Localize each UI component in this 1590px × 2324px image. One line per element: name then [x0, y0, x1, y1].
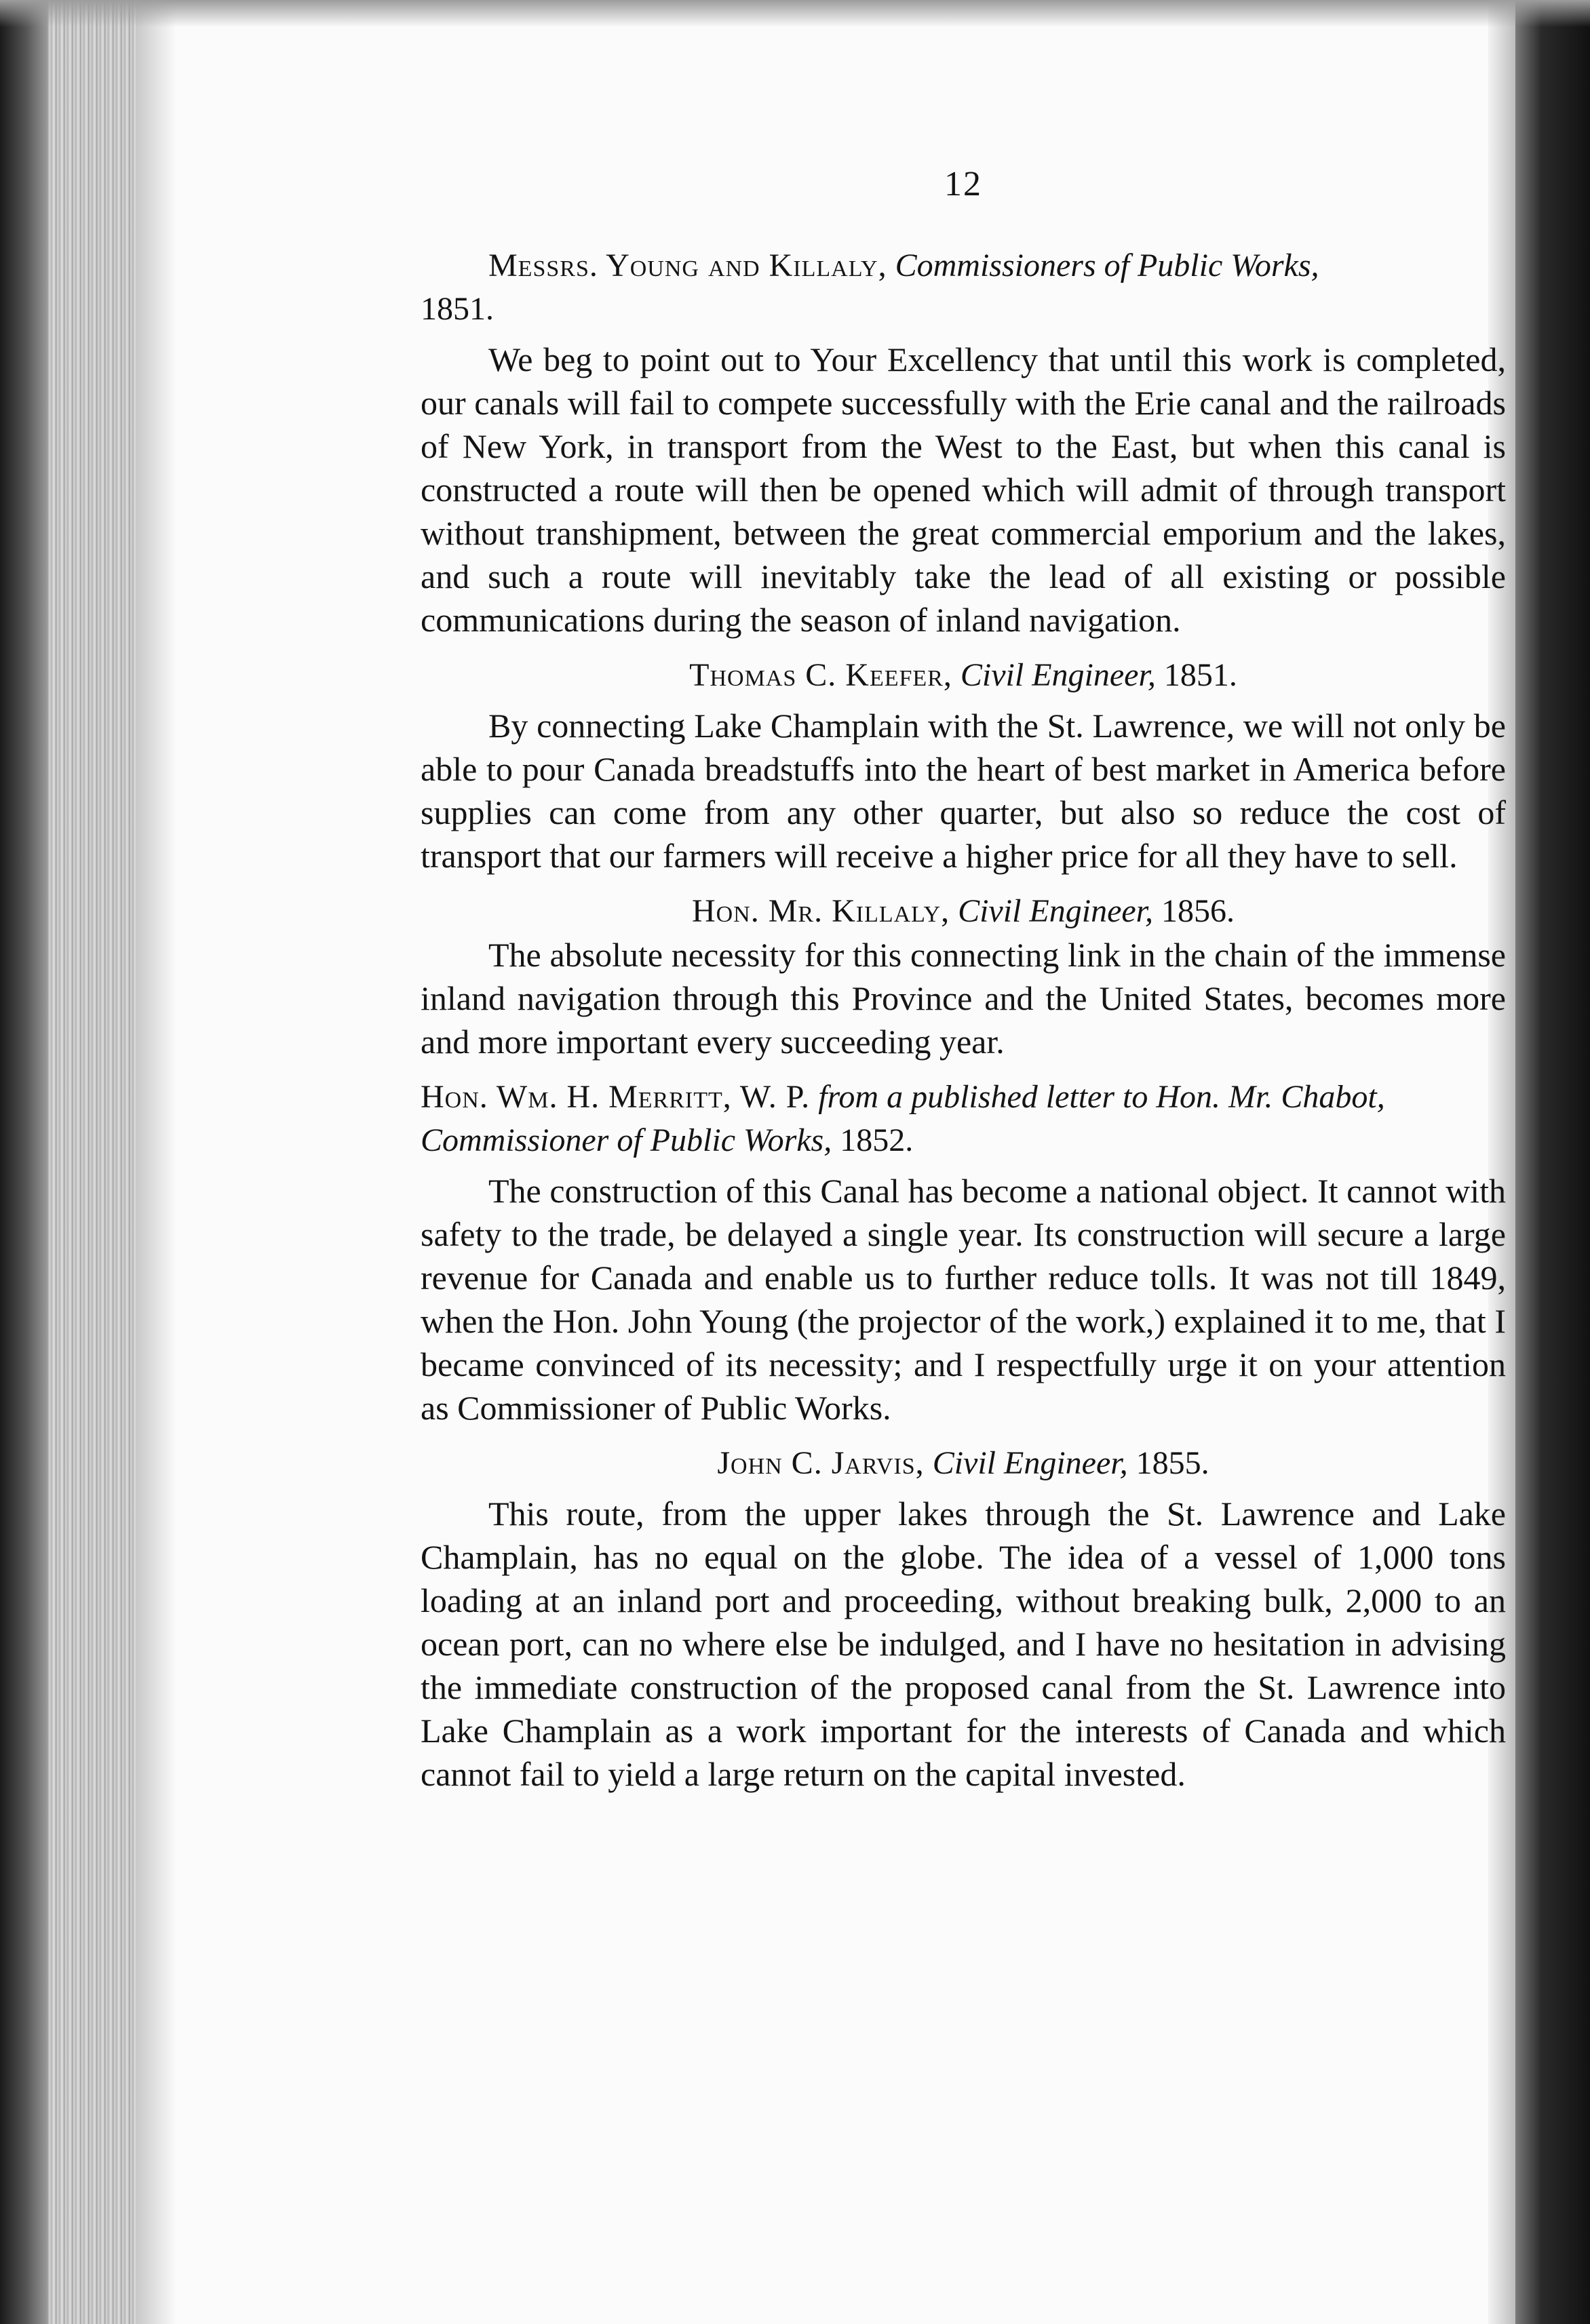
quote-paragraph: This route, from the upper lakes through the St. Lawrence and Lake Champlain, has no equal on the globe. The idea of a vessel of 1,000 tons loading at an inland port and proceeding, without breaking bulk, 2,000 to an ocean port, can no where else be indulged, and I have no hesitation in advising the immediate construction of the proposed canal from the St. Lawrence into Lake Champlain as a work important for the interests of Canada and which cannot fail to yield a large return on the capital invested.: [421, 1495, 1506, 1793]
attribution-year: 1851.: [1163, 657, 1237, 693]
attribution-year: 1855.: [1136, 1445, 1209, 1481]
attribution: [421, 1076, 1506, 1162]
attribution: [421, 654, 1506, 697]
attribution-role: Civil Engineer,: [932, 1445, 1128, 1481]
attribution-name: Hon. Mr. Killaly,: [691, 893, 950, 929]
section-jarvis: [421, 1442, 1506, 1796]
attribution-year: 1851.: [421, 291, 494, 327]
page-edges: [47, 0, 142, 2324]
attribution: [421, 890, 1506, 933]
page-number: 12: [944, 165, 982, 203]
attribution-name: John C. Jarvis,: [717, 1445, 925, 1481]
section-keefer: [421, 654, 1506, 878]
attribution-year: 1856.: [1161, 893, 1235, 929]
attribution-name: Thomas C. Keefer,: [689, 657, 952, 693]
binding-shadow: [0, 0, 47, 2324]
page-edge-fade: [136, 0, 176, 2324]
attribution-name: Hon. Wm. H. Merritt, W. P.: [421, 1079, 811, 1115]
attribution-role: Commissioners of Public Works,: [895, 248, 1319, 283]
section-young-killaly: [421, 244, 1506, 642]
right-edge-shadow: [1515, 0, 1590, 2324]
page-content: [421, 163, 1506, 1808]
attribution-year: 1852.: [840, 1122, 914, 1158]
attribution-role: from a published letter to Hon. Mr. Chabot, Commissioner of Public Works,: [421, 1079, 1385, 1158]
attribution-name: Messrs. Young and Killaly,: [488, 248, 887, 283]
quote-paragraph: The absolute necessity for this connecting link in the chain of the immense inland navigation through this Province and the United States, becomes more and more important every succeeding year.: [421, 936, 1506, 1061]
attribution: [421, 244, 1506, 331]
attribution-role: Civil Engineer,: [958, 893, 1154, 929]
section-killaly: [421, 890, 1506, 1063]
attribution-role: Civil Engineer,: [960, 657, 1156, 693]
section-merritt: [421, 1076, 1506, 1430]
quote-paragraph: The construction of this Canal has become a national object. It cannot with safety to the trade, be delayed a single year. Its construction will secure a large revenue for Canada and enable us to further reduce tolls. It was not till 1849, when the Hon. John Young (the projector of the work,) explained it to me, that I became convinced of its necessity; and I respectfully urge it on your attention as Commissioner of Public Works.: [421, 1172, 1506, 1427]
quote-paragraph: We beg to point out to Your Excellency that until this work is completed, our canals will fail to compete successfully with the Erie canal and the railroads of New York, in transport from the West to the East, but when this canal is constructed a route will then be opened which will admit of through transport without transhipment, between the great commercial emporium and the lakes, and such a route will inevitably take the lead of all existing or possible communications during the season of inland navigation.: [421, 340, 1506, 639]
quote-paragraph: By connecting Lake Champlain with the St. Lawrence, we will not only be able to pour Canada breadstuffs into the heart of best market in America before supplies can come from any other quarter, but also so reduce the cost of transport that our farmers will receive a higher price for all they have to sell.: [421, 707, 1506, 875]
attribution: [421, 1442, 1506, 1485]
top-shadow: [0, 0, 1590, 27]
